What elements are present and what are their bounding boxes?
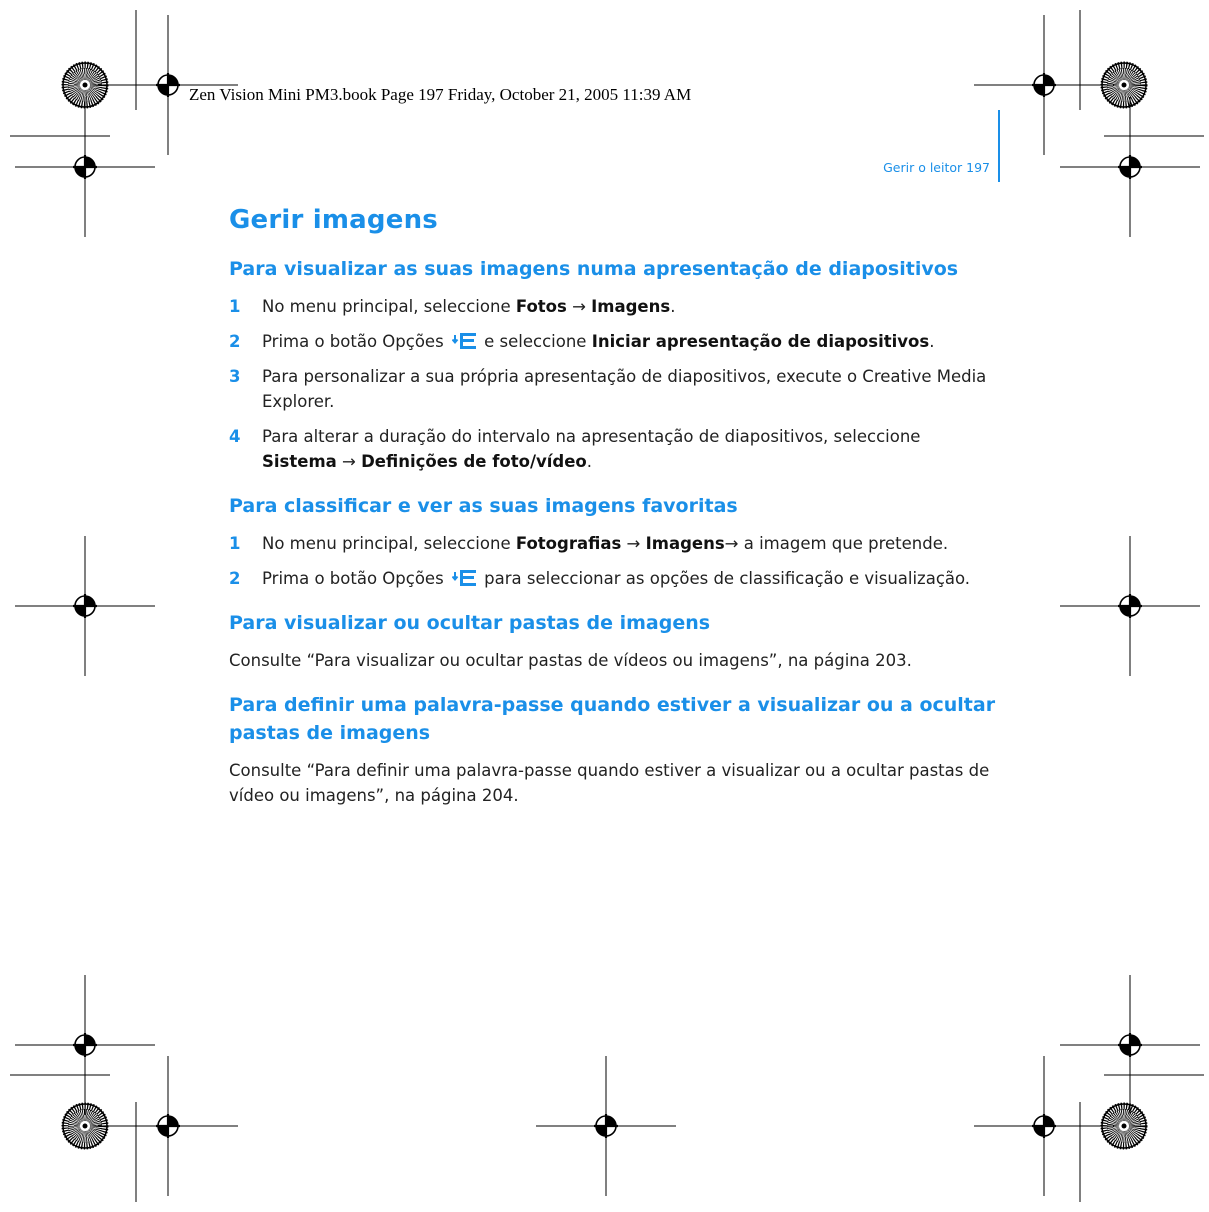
section-heading: Para visualizar as suas imagens numa apresentação de diapositivos xyxy=(229,258,959,280)
list-item: 1 No menu principal, seleccione Fotos → Imagens. xyxy=(229,294,999,319)
body-text: Consulte “Para definir uma palavra-passe quando estiver a visualizar ou a ocultar pastas de vídeo ou imagens”, na página 204. xyxy=(229,761,990,805)
section-heading: Para classificar e ver as suas imagens favoritas xyxy=(229,495,738,517)
running-head: Gerir o leitor 197 xyxy=(883,160,990,175)
body-text: Consulte “Para visualizar ou ocultar pastas de vídeos ou imagens”, na página 203. xyxy=(229,651,912,670)
step-number: 3 xyxy=(229,367,241,386)
list-item: 4 Para alterar a duração do intervalo na apresentação de diapositivos, seleccione Sistema → Definições de foto/vídeo. xyxy=(229,424,999,474)
steps-list xyxy=(229,294,999,474)
section-heading: Para visualizar ou ocultar pastas de imagens xyxy=(229,612,711,634)
options-menu-icon xyxy=(452,569,476,586)
section-heading: Para definir uma palavra-passe quando estiver a visualizar ou a ocultar pastas de imagens xyxy=(229,694,996,744)
list-item: 2 Prima o botão Opções e seleccione Iniciar apresentação de diapositivos. xyxy=(229,329,999,354)
step-number: 1 xyxy=(229,297,241,316)
step-number: 2 xyxy=(229,332,241,351)
list-item: 1 No menu principal, seleccione Fotografias → Imagens→ a imagem que pretende. xyxy=(229,531,999,556)
options-menu-icon xyxy=(452,332,476,349)
page-title: Gerir imagens xyxy=(229,205,438,235)
step-number: 2 xyxy=(229,569,241,588)
step-number: 1 xyxy=(229,534,241,553)
page-content xyxy=(229,205,999,826)
list-item: 2 Prima o botão Opções para seleccionar as opções de classificação e visualização. xyxy=(229,566,999,591)
steps-list xyxy=(229,531,999,591)
print-slug: Zen Vision Mini PM3.book Page 197 Friday, October 21, 2005 11:39 AM xyxy=(189,85,692,104)
running-head-rule xyxy=(998,110,1000,182)
list-item: 3 Para personalizar a sua própria apresentação de diapositivos, execute o Creative Media Explorer. xyxy=(229,364,999,414)
step-number: 4 xyxy=(229,427,241,446)
